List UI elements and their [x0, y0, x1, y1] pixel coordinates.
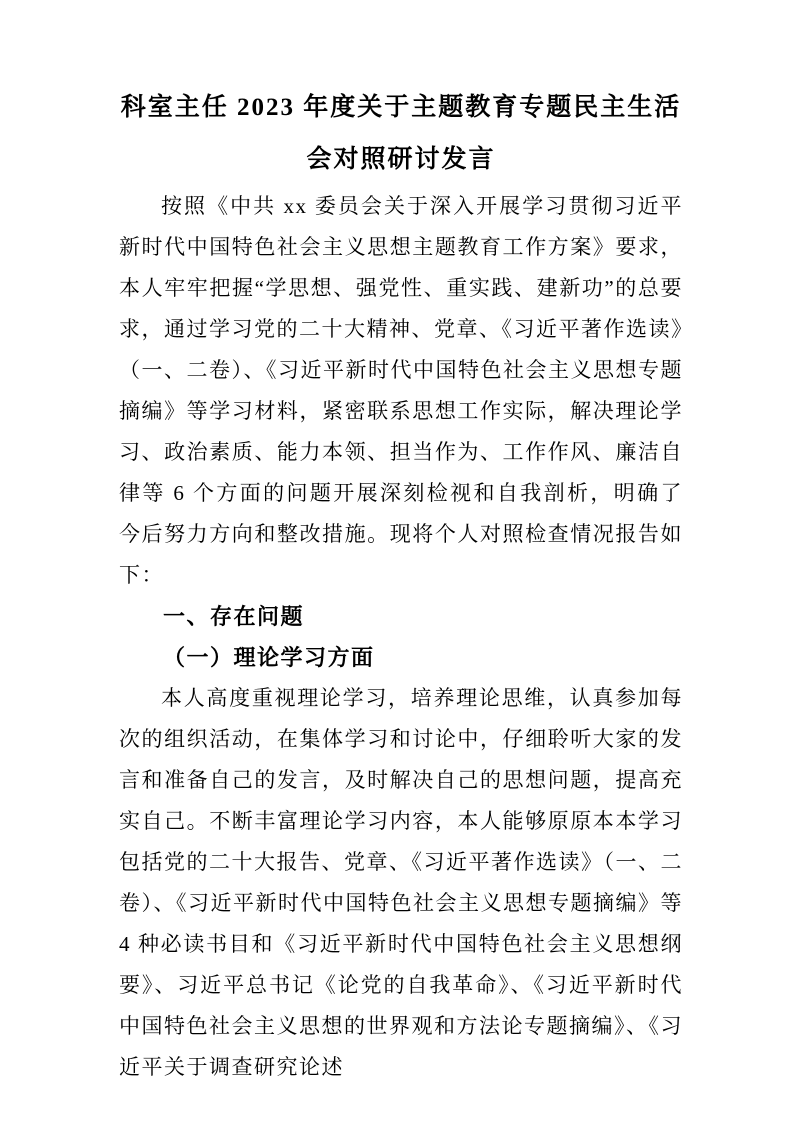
- paragraph-theory-study: 本人高度重视理论学习，培养理论思维，认真参加每次的组织活动，在集体学习和讨论中，仔细聆听大家的发言和准备自己的发言，及时解决自己的思想问题，提高充实自己。不断丰富理论学习内容，本人能够原原本本学习包括党的二十大报告、党章、《习近平著作选读》（一、二卷）、《习近平新时代中国特色社会主义思想专题摘编》等 4 种必读书目和《习近平新时代中国特色社会主义思想纲要》、习近平总书记《论党的自我革命》、《习近平新时代中国特色社会主义思想的世界观和方法论专题摘编》、《习近平关于调查研究论述: [119, 686, 683, 1079]
- heading-subsection-theory-study: （一）理论学习方面: [163, 645, 375, 670]
- document-title: 科室主任 2023 年度关于主题教育专题民主生活会对照研讨发言: [120, 94, 682, 173]
- paragraph-intro: 按照《中共 xx 委员会关于深入开展学习贯彻习近平新时代中国特色社会主义思想主题教育工作方案》要求，本人牢牢把握“学思想、强党性、重实践、建新功”的总要求，通过学习党的二十大精神、党章、《习近平著作选读》（一、二卷）、《习近平新时代中国特色社会主义思想专题摘编》等学习材料，紧密联系思想工作实际，解决理论学习、政治素质、能力本领、担当作为、工作作风、廉洁自律等 6 个方面的问题开展深刻检视和自我剖析，明确了今后努力方向和整改措施。现将个人对照检查情况报告如下：: [119, 194, 683, 587]
- heading-section-problems: 一、存在问题: [163, 604, 305, 629]
